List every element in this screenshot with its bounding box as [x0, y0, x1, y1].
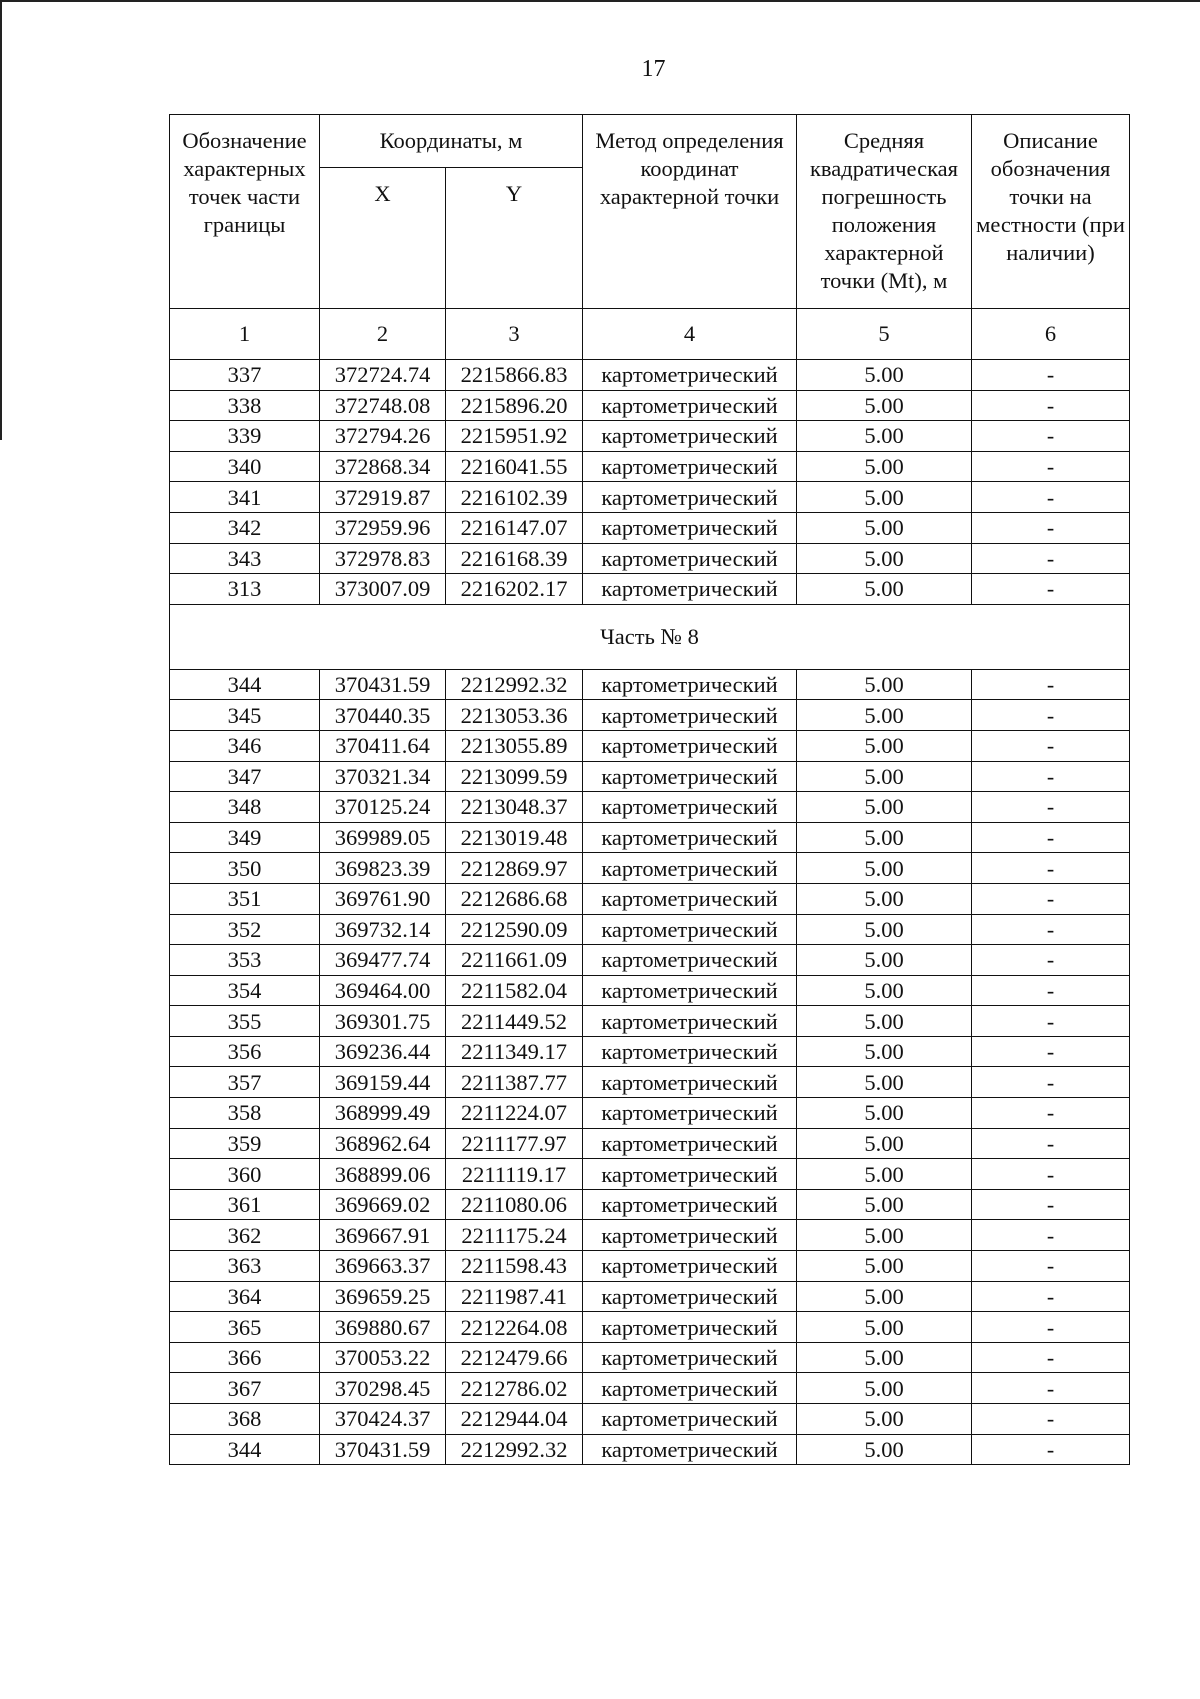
error-cell: 5.00 — [797, 700, 972, 731]
y-cell: 2216147.07 — [446, 512, 583, 543]
description-cell: - — [972, 1067, 1130, 1098]
x-cell: 372748.08 — [320, 390, 446, 421]
description-cell: - — [972, 1251, 1130, 1282]
table-row — [170, 853, 1130, 884]
x-cell: 372959.96 — [320, 512, 446, 543]
table-row — [170, 1098, 1130, 1129]
table-row — [170, 1128, 1130, 1159]
table-row — [170, 792, 1130, 823]
description-cell: - — [972, 543, 1130, 574]
error-cell: 5.00 — [797, 1128, 972, 1159]
point-id-cell: 361 — [170, 1189, 320, 1220]
description-cell: - — [972, 1128, 1130, 1159]
method-cell: картометрический — [583, 543, 797, 574]
method-cell: картометрический — [583, 761, 797, 792]
y-cell: 2215896.20 — [446, 390, 583, 421]
point-id-cell: 352 — [170, 914, 320, 945]
y-cell: 2216102.39 — [446, 482, 583, 513]
y-cell: 2216202.17 — [446, 574, 583, 605]
error-cell: 5.00 — [797, 512, 972, 543]
table-row — [170, 1342, 1130, 1373]
point-id-cell: 364 — [170, 1281, 320, 1312]
description-cell: - — [972, 1312, 1130, 1343]
x-cell: 373007.09 — [320, 574, 446, 605]
method-cell: картометрический — [583, 360, 797, 391]
x-cell: 372868.34 — [320, 451, 446, 482]
description-cell: - — [972, 1006, 1130, 1037]
point-id-cell: 338 — [170, 390, 320, 421]
table-row — [170, 1067, 1130, 1098]
y-cell: 2213048.37 — [446, 792, 583, 823]
method-cell: картометрический — [583, 883, 797, 914]
y-cell: 2211080.06 — [446, 1189, 583, 1220]
y-cell: 2216168.39 — [446, 543, 583, 574]
y-cell: 2212479.66 — [446, 1342, 583, 1373]
error-cell: 5.00 — [797, 574, 972, 605]
method-cell: картометрический — [583, 574, 797, 605]
header-coordinates: Координаты, м — [320, 115, 583, 168]
method-cell: картометрический — [583, 451, 797, 482]
error-cell: 5.00 — [797, 853, 972, 884]
method-cell: картометрический — [583, 1373, 797, 1404]
description-cell: - — [972, 1220, 1130, 1251]
x-cell: 370431.59 — [320, 669, 446, 700]
point-id-cell: 365 — [170, 1312, 320, 1343]
description-cell: - — [972, 669, 1130, 700]
column-number: 6 — [972, 309, 1130, 360]
table-row — [170, 883, 1130, 914]
error-cell: 5.00 — [797, 1006, 972, 1037]
method-cell: картометрический — [583, 975, 797, 1006]
y-cell: 2212869.97 — [446, 853, 583, 884]
point-id-cell: 347 — [170, 761, 320, 792]
point-id-cell: 355 — [170, 1006, 320, 1037]
table-row — [170, 421, 1130, 452]
error-cell: 5.00 — [797, 1342, 972, 1373]
column-number: 3 — [446, 309, 583, 360]
error-cell: 5.00 — [797, 421, 972, 452]
error-cell: 5.00 — [797, 914, 972, 945]
point-id-cell: 349 — [170, 822, 320, 853]
y-cell: 2211661.09 — [446, 945, 583, 976]
description-cell: - — [972, 822, 1130, 853]
table-row — [170, 730, 1130, 761]
error-cell: 5.00 — [797, 1189, 972, 1220]
y-cell: 2211349.17 — [446, 1036, 583, 1067]
y-cell: 2213099.59 — [446, 761, 583, 792]
description-cell: - — [972, 700, 1130, 731]
error-cell: 5.00 — [797, 1373, 972, 1404]
point-id-cell: 353 — [170, 945, 320, 976]
method-cell: картометрический — [583, 1067, 797, 1098]
header-method: Метод определения координат характерной точки — [583, 115, 797, 309]
point-id-cell: 342 — [170, 512, 320, 543]
method-cell: картометрический — [583, 1220, 797, 1251]
table-row — [170, 574, 1130, 605]
error-cell: 5.00 — [797, 1251, 972, 1282]
error-cell: 5.00 — [797, 1312, 972, 1343]
x-cell: 368999.49 — [320, 1098, 446, 1129]
y-cell: 2212786.02 — [446, 1373, 583, 1404]
point-id-cell: 348 — [170, 792, 320, 823]
column-number: 4 — [583, 309, 797, 360]
error-cell: 5.00 — [797, 360, 972, 391]
point-id-cell: 350 — [170, 853, 320, 884]
y-cell: 2212992.32 — [446, 669, 583, 700]
method-cell: картометрический — [583, 1006, 797, 1037]
point-id-cell: 344 — [170, 669, 320, 700]
y-cell: 2212944.04 — [446, 1404, 583, 1435]
description-cell: - — [972, 1373, 1130, 1404]
x-cell: 369989.05 — [320, 822, 446, 853]
y-cell: 2212686.68 — [446, 883, 583, 914]
method-cell: картометрический — [583, 390, 797, 421]
point-id-cell: 343 — [170, 543, 320, 574]
description-cell: - — [972, 1036, 1130, 1067]
y-cell: 2212264.08 — [446, 1312, 583, 1343]
table-header — [170, 115, 1130, 309]
x-cell: 369159.44 — [320, 1067, 446, 1098]
method-cell: картометрический — [583, 1281, 797, 1312]
point-id-cell: 367 — [170, 1373, 320, 1404]
header-error: Средняя квадратическая погрешность положения характерной точки (Mt), м — [797, 115, 972, 309]
x-cell: 369667.91 — [320, 1220, 446, 1251]
point-id-cell: 359 — [170, 1128, 320, 1159]
y-cell: 2212992.32 — [446, 1434, 583, 1465]
error-cell: 5.00 — [797, 390, 972, 421]
x-cell: 369659.25 — [320, 1281, 446, 1312]
error-cell: 5.00 — [797, 1404, 972, 1435]
method-cell: картометрический — [583, 512, 797, 543]
description-cell: - — [972, 482, 1130, 513]
description-cell: - — [972, 512, 1130, 543]
description-cell: - — [972, 883, 1130, 914]
x-cell: 369464.00 — [320, 975, 446, 1006]
error-cell: 5.00 — [797, 669, 972, 700]
y-cell: 2211449.52 — [446, 1006, 583, 1037]
point-id-cell: 339 — [170, 421, 320, 452]
y-cell: 2215951.92 — [446, 421, 583, 452]
error-cell: 5.00 — [797, 1036, 972, 1067]
point-id-cell: 337 — [170, 360, 320, 391]
header-description: Описание обозначения точки на местности (при наличии) — [972, 115, 1130, 309]
x-cell: 369301.75 — [320, 1006, 446, 1037]
method-cell: картометрический — [583, 1159, 797, 1190]
y-cell: 2212590.09 — [446, 914, 583, 945]
description-cell: - — [972, 1159, 1130, 1190]
point-id-cell: 362 — [170, 1220, 320, 1251]
error-cell: 5.00 — [797, 975, 972, 1006]
table-row — [170, 543, 1130, 574]
table-row — [170, 1312, 1130, 1343]
table-row — [170, 945, 1130, 976]
point-id-cell: 351 — [170, 883, 320, 914]
x-cell: 369477.74 — [320, 945, 446, 976]
error-cell: 5.00 — [797, 945, 972, 976]
x-cell: 370440.35 — [320, 700, 446, 731]
table-row — [170, 482, 1130, 513]
point-id-cell: 368 — [170, 1404, 320, 1435]
method-cell: картометрический — [583, 421, 797, 452]
method-cell: картометрический — [583, 1189, 797, 1220]
table-row — [170, 1036, 1130, 1067]
point-id-cell: 344 — [170, 1434, 320, 1465]
point-id-cell: 341 — [170, 482, 320, 513]
table-row — [170, 1220, 1130, 1251]
description-cell: - — [972, 914, 1130, 945]
error-cell: 5.00 — [797, 761, 972, 792]
error-cell: 5.00 — [797, 451, 972, 482]
method-cell: картометрический — [583, 822, 797, 853]
table-row — [170, 1006, 1130, 1037]
x-cell: 372794.26 — [320, 421, 446, 452]
x-cell: 369732.14 — [320, 914, 446, 945]
method-cell: картометрический — [583, 1128, 797, 1159]
error-cell: 5.00 — [797, 883, 972, 914]
x-cell: 369663.37 — [320, 1251, 446, 1282]
x-cell: 370411.64 — [320, 730, 446, 761]
error-cell: 5.00 — [797, 1220, 972, 1251]
x-cell: 372978.83 — [320, 543, 446, 574]
header-x: X — [320, 168, 446, 309]
x-cell: 370053.22 — [320, 1342, 446, 1373]
description-cell: - — [972, 1434, 1130, 1465]
method-cell: картометрический — [583, 730, 797, 761]
column-number-row — [170, 309, 1130, 360]
description-cell: - — [972, 945, 1130, 976]
x-cell: 370424.37 — [320, 1404, 446, 1435]
point-id-cell: 346 — [170, 730, 320, 761]
method-cell: картометрический — [583, 482, 797, 513]
y-cell: 2211987.41 — [446, 1281, 583, 1312]
method-cell: картометрический — [583, 1342, 797, 1373]
point-id-cell: 340 — [170, 451, 320, 482]
method-cell: картометрический — [583, 853, 797, 884]
error-cell: 5.00 — [797, 822, 972, 853]
table-row — [170, 1404, 1130, 1435]
x-cell: 372919.87 — [320, 482, 446, 513]
table-row — [170, 1159, 1130, 1190]
column-number: 2 — [320, 309, 446, 360]
x-cell: 369761.90 — [320, 883, 446, 914]
table-row — [170, 512, 1130, 543]
description-cell: - — [972, 360, 1130, 391]
error-cell: 5.00 — [797, 1281, 972, 1312]
y-cell: 2211582.04 — [446, 975, 583, 1006]
error-cell: 5.00 — [797, 482, 972, 513]
description-cell: - — [972, 1342, 1130, 1373]
point-id-cell: 345 — [170, 700, 320, 731]
table-row — [170, 669, 1130, 700]
error-cell: 5.00 — [797, 543, 972, 574]
description-cell: - — [972, 1098, 1130, 1129]
y-cell: 2211119.17 — [446, 1159, 583, 1190]
y-cell: 2211598.43 — [446, 1251, 583, 1282]
method-cell: картометрический — [583, 945, 797, 976]
coordinates-table — [169, 114, 1130, 1465]
column-number: 5 — [797, 309, 972, 360]
description-cell: - — [972, 451, 1130, 482]
description-cell: - — [972, 761, 1130, 792]
method-cell: картометрический — [583, 669, 797, 700]
x-cell: 369880.67 — [320, 1312, 446, 1343]
table-row — [170, 700, 1130, 731]
part-title-row — [170, 604, 1130, 669]
table-row — [170, 451, 1130, 482]
method-cell: картометрический — [583, 914, 797, 945]
y-cell: 2211387.77 — [446, 1067, 583, 1098]
table-row — [170, 1281, 1130, 1312]
header-point-designation: Обозначение характерных точек части границы — [170, 115, 320, 309]
y-cell: 2211224.07 — [446, 1098, 583, 1129]
y-cell: 2213019.48 — [446, 822, 583, 853]
point-id-cell: 360 — [170, 1159, 320, 1190]
x-cell: 372724.74 — [320, 360, 446, 391]
x-cell: 368899.06 — [320, 1159, 446, 1190]
part-title: Часть № 8 — [170, 604, 1130, 669]
method-cell: картометрический — [583, 792, 797, 823]
table-row — [170, 390, 1130, 421]
error-cell: 5.00 — [797, 792, 972, 823]
point-id-cell: 358 — [170, 1098, 320, 1129]
point-id-cell: 313 — [170, 574, 320, 605]
description-cell: - — [972, 574, 1130, 605]
table-row — [170, 822, 1130, 853]
table-row — [170, 975, 1130, 1006]
x-cell: 370125.24 — [320, 792, 446, 823]
x-cell: 370298.45 — [320, 1373, 446, 1404]
x-cell: 370321.34 — [320, 761, 446, 792]
point-id-cell: 354 — [170, 975, 320, 1006]
x-cell: 370431.59 — [320, 1434, 446, 1465]
description-cell: - — [972, 975, 1130, 1006]
error-cell: 5.00 — [797, 1434, 972, 1465]
method-cell: картометрический — [583, 1404, 797, 1435]
description-cell: - — [972, 853, 1130, 884]
error-cell: 5.00 — [797, 1067, 972, 1098]
table-row — [170, 1189, 1130, 1220]
method-cell: картометрический — [583, 1098, 797, 1129]
method-cell: картометрический — [583, 1434, 797, 1465]
table-row — [170, 360, 1130, 391]
method-cell: картометрический — [583, 1251, 797, 1282]
error-cell: 5.00 — [797, 730, 972, 761]
table-row — [170, 1373, 1130, 1404]
description-cell: - — [972, 1189, 1130, 1220]
point-id-cell: 357 — [170, 1067, 320, 1098]
description-cell: - — [972, 1281, 1130, 1312]
y-cell: 2213055.89 — [446, 730, 583, 761]
table-row — [170, 1434, 1130, 1465]
point-id-cell: 363 — [170, 1251, 320, 1282]
y-cell: 2215866.83 — [446, 360, 583, 391]
method-cell: картометрический — [583, 1036, 797, 1067]
page-number: 17 — [641, 56, 666, 82]
scan-top-edge — [0, 0, 1200, 2]
error-cell: 5.00 — [797, 1098, 972, 1129]
error-cell: 5.00 — [797, 1159, 972, 1190]
description-cell: - — [972, 792, 1130, 823]
method-cell: картометрический — [583, 1312, 797, 1343]
table-row — [170, 914, 1130, 945]
point-id-cell: 366 — [170, 1342, 320, 1373]
table-body — [170, 309, 1130, 1465]
y-cell: 2211177.97 — [446, 1128, 583, 1159]
y-cell: 2211175.24 — [446, 1220, 583, 1251]
x-cell: 369823.39 — [320, 853, 446, 884]
table-row — [170, 1251, 1130, 1282]
description-cell: - — [972, 421, 1130, 452]
method-cell: картометрический — [583, 700, 797, 731]
x-cell: 369236.44 — [320, 1036, 446, 1067]
description-cell: - — [972, 730, 1130, 761]
x-cell: 369669.02 — [320, 1189, 446, 1220]
y-cell: 2216041.55 — [446, 451, 583, 482]
y-cell: 2213053.36 — [446, 700, 583, 731]
header-y: Y — [446, 168, 583, 309]
description-cell: - — [972, 390, 1130, 421]
column-number: 1 — [170, 309, 320, 360]
table-row — [170, 761, 1130, 792]
point-id-cell: 356 — [170, 1036, 320, 1067]
description-cell: - — [972, 1404, 1130, 1435]
x-cell: 368962.64 — [320, 1128, 446, 1159]
